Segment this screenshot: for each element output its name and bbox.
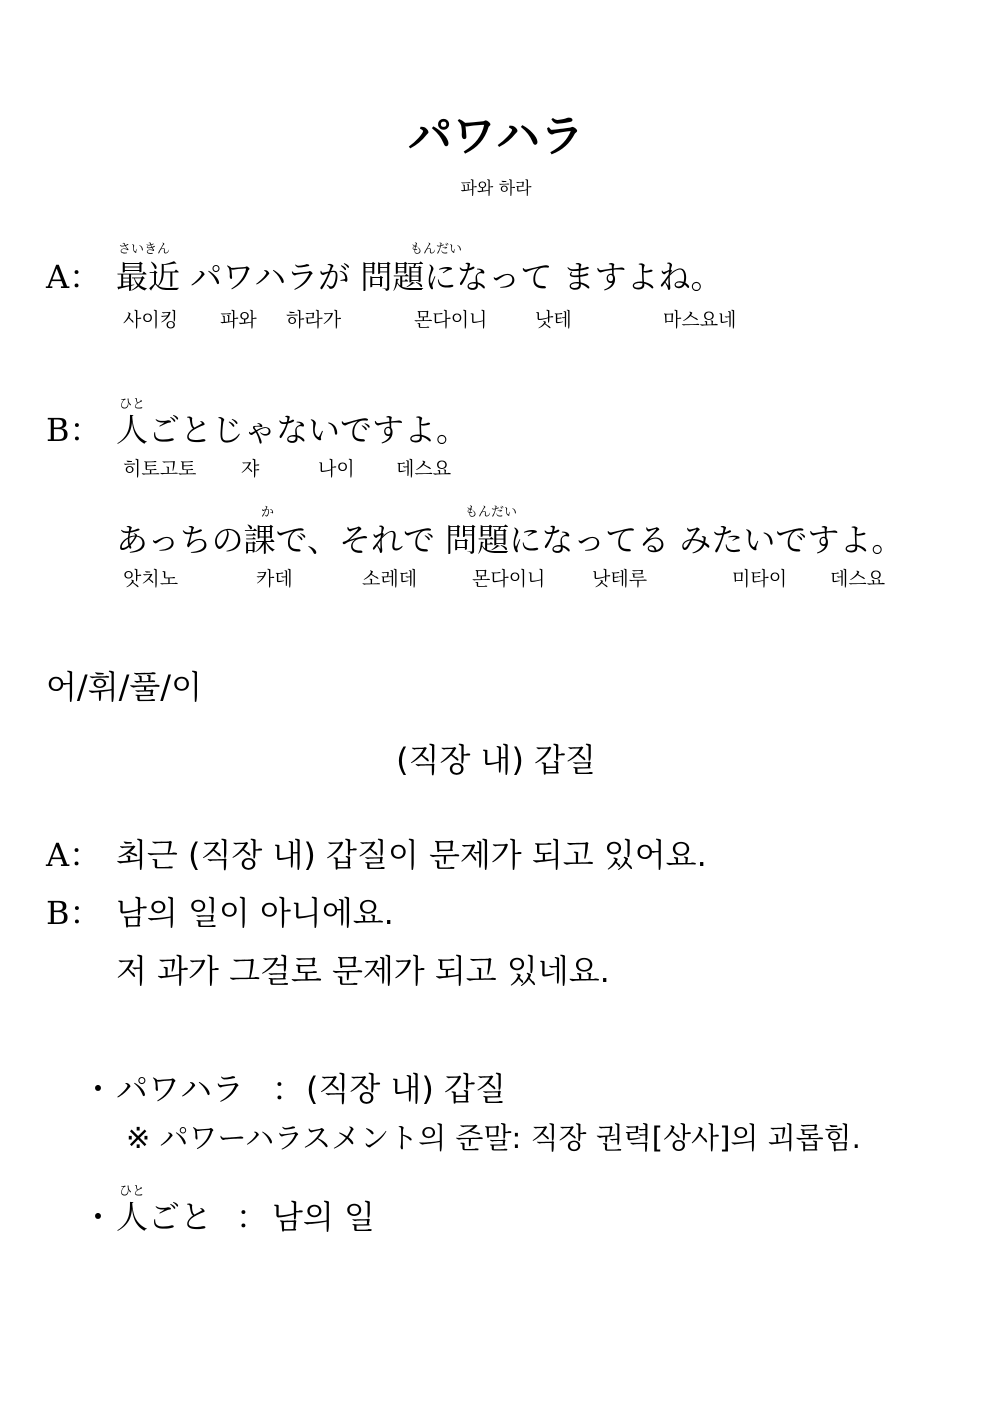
- reading-b1-3: 나이: [318, 458, 355, 480]
- reading-b2-3: 소레데: [362, 568, 418, 590]
- reading-b1-2: 쟈: [241, 458, 260, 480]
- vocab-title: (직장 내) 갑질: [396, 741, 596, 779]
- note-1-term: パワハラ: [116, 1070, 245, 1108]
- note-2-term: 人ごと: [116, 1198, 213, 1236]
- reading-b2-2: 카데: [256, 568, 293, 590]
- speaker-b-label: B：: [46, 411, 102, 449]
- ruby-mondai-2: もんだい: [465, 505, 518, 520]
- ruby-hito: ひと: [119, 397, 146, 412]
- vocab-header: 어/휘/풀/이: [46, 668, 202, 706]
- speaker-a-label: A：: [46, 258, 102, 296]
- ruby-ka: か: [261, 505, 275, 520]
- translation-b-line-2: 저 과가 그걸로 문제가 되고 있네요.: [116, 952, 610, 990]
- translation-b-label: B：: [46, 894, 102, 932]
- reading-a-2: 파와: [220, 309, 257, 331]
- translation-a-label: A：: [46, 836, 102, 874]
- reading-a-3: 하라가: [286, 309, 342, 331]
- reading-a-4: 몬다이니: [414, 309, 488, 331]
- dialogue-b-line-2: あっちの課で、それで 問題になってる みたいですよ。: [116, 521, 904, 559]
- reading-a-6: 마스요네: [663, 309, 737, 331]
- ruby-saikin: さいきん: [118, 242, 171, 257]
- dialogue-b-line-1: 人ごとじゃないですよ。: [116, 411, 469, 449]
- note-2-bullet: ・: [82, 1198, 115, 1236]
- note-2-separator: ：: [236, 1198, 269, 1236]
- reading-b2-5: 낫테루: [592, 568, 648, 590]
- reading-b1-1: 히토고토: [123, 458, 197, 480]
- note-2-meaning: 남의 일: [272, 1198, 375, 1236]
- reading-a-5: 낫테: [535, 309, 572, 331]
- page-title: パワハラ: [408, 111, 584, 162]
- title-reading: 파와 하라: [460, 179, 532, 199]
- note-1-bullet: ・: [82, 1070, 115, 1108]
- note-1-sub: ※ パワーハラスメント의 준말: 직장 권력[상사]의 괴롭힘.: [126, 1121, 861, 1155]
- note-1-meaning: (직장 내) 갑질: [306, 1070, 506, 1108]
- reading-b2-1: 앗치노: [123, 568, 179, 590]
- reading-b1-4: 데스요: [396, 458, 452, 480]
- translation-a-line: 최근 (직장 내) 갑질이 문제가 되고 있어요.: [116, 836, 707, 874]
- reading-b2-7: 데스요: [830, 568, 886, 590]
- reading-b2-4: 몬다이니: [472, 568, 546, 590]
- dialogue-a-line: 最近 パワハラが 問題になって ますよね。: [116, 258, 723, 296]
- note-2-ruby: ひと: [119, 1184, 146, 1199]
- ruby-mondai: もんだい: [410, 242, 463, 257]
- reading-b2-6: 미타이: [732, 568, 788, 590]
- note-1-separator: ：: [272, 1070, 305, 1108]
- translation-b-line-1: 남의 일이 아니에요.: [116, 894, 394, 932]
- reading-a-1: 사이킹: [123, 309, 179, 331]
